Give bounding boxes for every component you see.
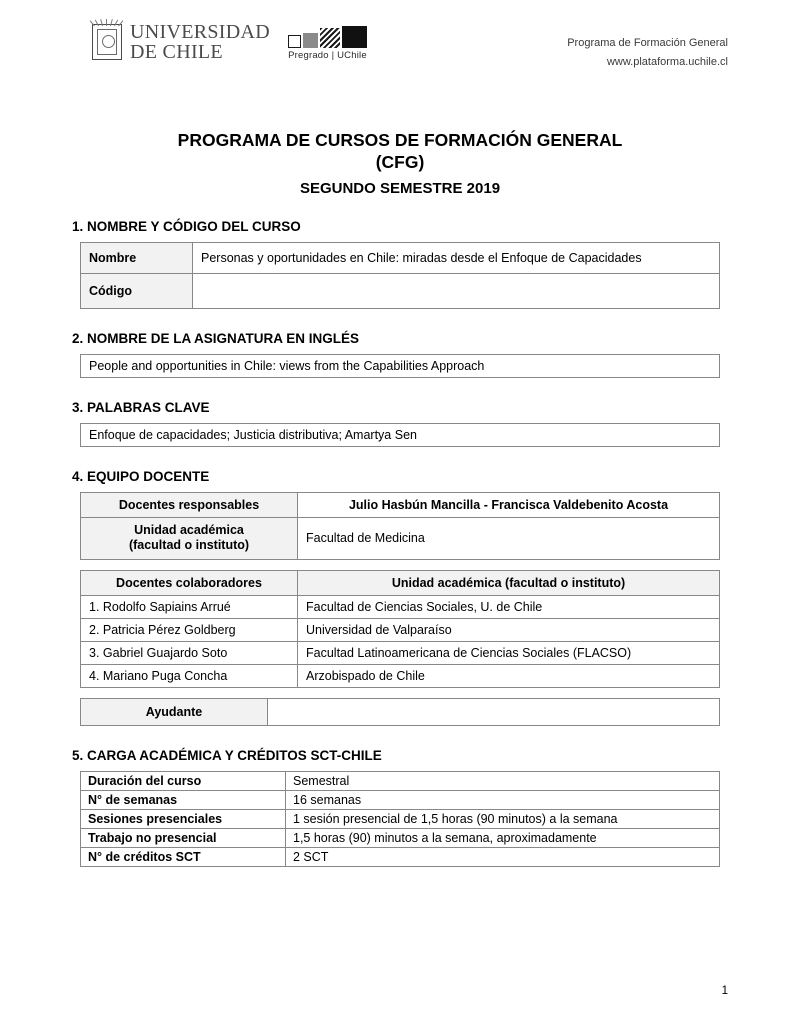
table-row: [81, 810, 720, 829]
value-codigo: [193, 273, 720, 308]
load-value: 1,5 horas (90) minutos a la semana, aproximadamente: [286, 829, 720, 848]
header-program-name: Programa de Formación General: [567, 37, 728, 49]
table-row: [81, 772, 720, 791]
value-ayudante: [268, 699, 720, 726]
label-docentes-responsables: Docentes responsables: [81, 492, 298, 517]
label-nombre: Nombre: [81, 242, 193, 273]
collaborator-name: 4. Mariano Puga Concha: [81, 665, 298, 688]
section-4-content: [72, 492, 728, 726]
value-nombre: Personas y oportunidades en Chile: miradas desde el Enfoque de Capacidades: [193, 242, 720, 273]
logo-group: [72, 22, 367, 62]
document-header: [72, 22, 728, 82]
header-right-text: [567, 22, 728, 71]
course-name-table: [80, 242, 720, 309]
label-unidad-academica-line1: Unidad académica: [134, 522, 244, 537]
universidad-line1: UNIVERSIDAD: [130, 21, 270, 43]
section-4-heading: 4. EQUIPO DOCENTE: [72, 468, 210, 484]
crest-icon: [92, 24, 122, 60]
teaching-team-table: [80, 492, 720, 560]
collaborator-name: 1. Rodolfo Sapiains Arrué: [81, 596, 298, 619]
academic-load-table: [80, 771, 720, 867]
load-label: N° de semanas: [81, 791, 286, 810]
load-value: 1 sesión presencial de 1,5 horas (90 minutos) a la semana: [286, 810, 720, 829]
collaborator-name: 3. Gabriel Guajardo Soto: [81, 642, 298, 665]
section-1-content: [72, 242, 728, 309]
section-3-content: [72, 423, 728, 447]
keywords-box: Enfoque de capacidades; Justicia distributiva; Amartya Sen: [80, 423, 720, 447]
table-row: [81, 517, 720, 559]
section-3-heading: 3. PALABRAS CLAVE: [72, 399, 210, 415]
page-number: 1: [721, 985, 728, 997]
collaborator-unit: Universidad de Valparaíso: [298, 619, 720, 642]
label-ayudante: Ayudante: [81, 699, 268, 726]
table-row: [81, 699, 720, 726]
pregrado-label: Pregrado | UChile: [288, 49, 367, 61]
table-header-row: [81, 571, 720, 596]
section-1-heading: 1. NOMBRE Y CÓDIGO DEL CURSO: [72, 218, 301, 234]
col-header-docentes-colaboradores: Docentes colaboradores: [81, 571, 298, 596]
table-row: [81, 848, 720, 867]
value-docentes-responsables: Julio Hasbún Mancilla - Francisca Valdebenito Acosta: [298, 492, 720, 517]
collaborator-name: 2. Patricia Pérez Goldberg: [81, 619, 298, 642]
load-label: Duración del curso: [81, 772, 286, 791]
table-row: [81, 492, 720, 517]
label-unidad-academica-line2: (facultad o instituto): [128, 538, 250, 553]
section-2-content: [72, 354, 728, 378]
assistant-table: [80, 698, 720, 726]
collaborator-unit: Facultad de Ciencias Sociales, U. de Chile: [298, 596, 720, 619]
pregrado-square-black-icon: [342, 26, 367, 48]
label-unidad-academica: [81, 517, 298, 559]
table-row: [81, 829, 720, 848]
page-title-line2: (CFG): [375, 151, 425, 172]
universidad-line2: DE CHILE: [130, 41, 223, 63]
pregrado-square-outline-icon: [288, 35, 301, 48]
value-unidad-academica: Facultad de Medicina: [298, 517, 720, 559]
pregrado-uchile-logo: [288, 24, 367, 61]
load-label: N° de créditos SCT: [81, 848, 286, 867]
col-header-unidad-academica: Unidad académica (facultad o instituto): [298, 571, 720, 596]
collaborator-unit: Arzobispado de Chile: [298, 665, 720, 688]
page-subtitle: SEGUNDO SEMESTRE 2019: [299, 179, 501, 197]
load-value: 2 SCT: [286, 848, 720, 867]
pregrado-square-gray-icon: [303, 33, 318, 48]
load-value: Semestral: [286, 772, 720, 791]
table-row: [81, 642, 720, 665]
load-label: Trabajo no presencial: [81, 829, 286, 848]
table-row: [81, 665, 720, 688]
header-website: www.plataforma.uchile.cl: [606, 55, 728, 68]
table-row: [81, 242, 720, 273]
section-2-heading: 2. NOMBRE DE LA ASIGNATURA EN INGLÉS: [72, 330, 360, 346]
collaborators-table: [80, 570, 720, 688]
table-row: [81, 273, 720, 308]
universidad-de-chile-logo: [92, 22, 270, 62]
universidad-wordmark: [130, 22, 270, 62]
crest-rays-icon: [94, 18, 120, 26]
pregrado-square-hatched-icon: [320, 28, 340, 48]
pregrado-marks-icon: [288, 26, 367, 48]
table-row: [81, 619, 720, 642]
load-label: Sesiones presenciales: [81, 810, 286, 829]
label-codigo: Código: [81, 273, 193, 308]
page-title-line1: PROGRAMA DE CURSOS DE FORMACIÓN GENERAL: [177, 130, 623, 150]
section-5-content: [72, 771, 728, 867]
english-name-box: People and opportunities in Chile: views from the Capabilities Approach: [80, 354, 720, 378]
page-title: [72, 130, 728, 174]
table-row: [81, 791, 720, 810]
load-value: 16 semanas: [286, 791, 720, 810]
collaborator-unit: Facultad Latinoamericana de Ciencias Sociales (FLACSO): [298, 642, 720, 665]
table-row: [81, 596, 720, 619]
section-5-heading: 5. CARGA ACADÉMICA Y CRÉDITOS SCT-CHILE: [72, 748, 382, 763]
